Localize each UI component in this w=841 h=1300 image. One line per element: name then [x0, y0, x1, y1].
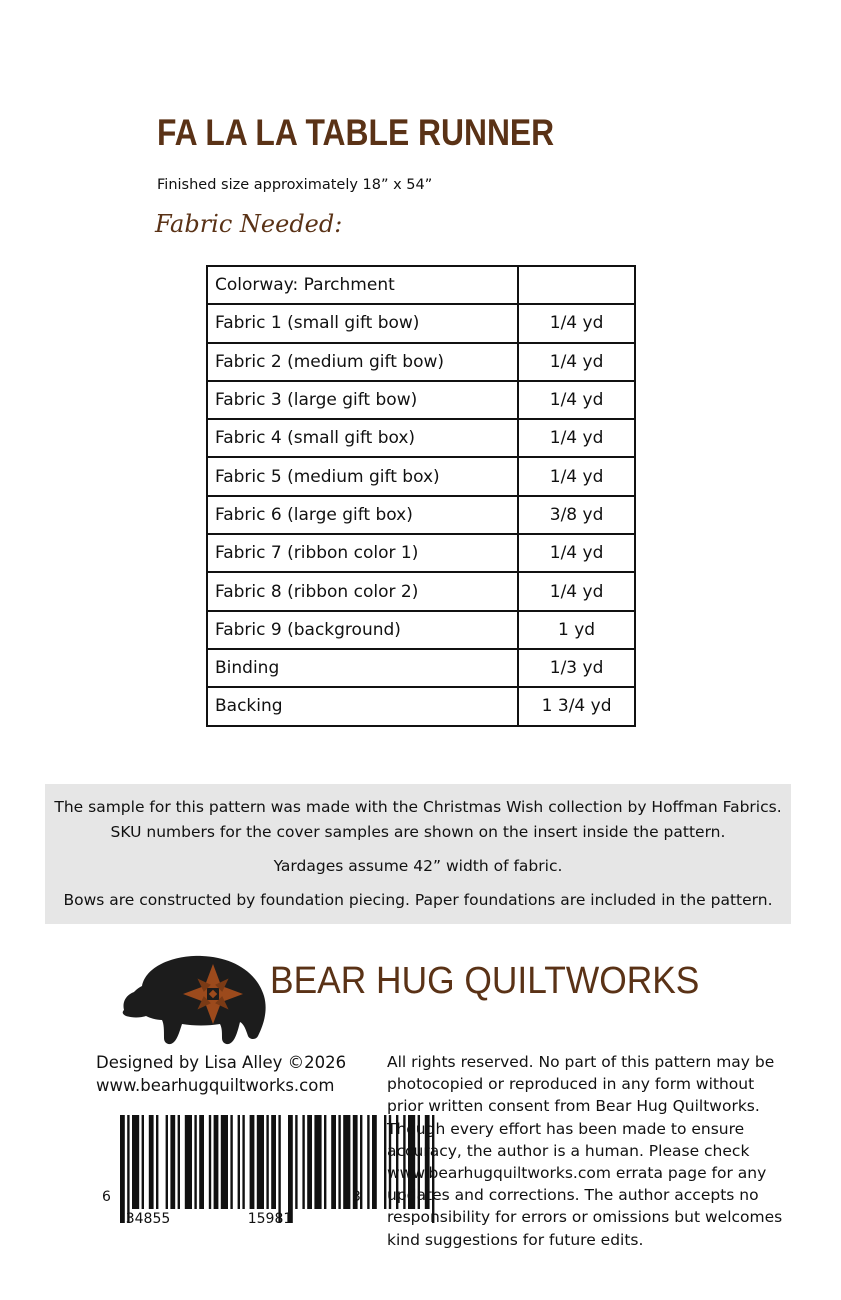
- rights-line: kind suggestions for future edits.: [387, 1230, 644, 1249]
- finished-size: Finished size approximately 18” x 54”: [157, 177, 433, 193]
- fabric-name: Fabric 3 (large gift bow): [207, 381, 518, 419]
- fabric-amount: 1/4 yd: [518, 304, 635, 342]
- rights-line: responsibility for errors or omissions but welcomes: [387, 1208, 783, 1227]
- fabric-amount: 1/4 yd: [518, 534, 635, 572]
- barcode-bar: [271, 1115, 276, 1209]
- note-line: Yardages assume 42” width of fabric.: [273, 857, 563, 875]
- fabric-amount: 1/4 yd: [518, 419, 635, 457]
- barcode-bar: [288, 1115, 293, 1223]
- barcode-bar: [199, 1115, 204, 1209]
- note-line: SKU numbers for the cover samples are shown on the insert inside the pattern.: [110, 823, 726, 841]
- barcode-bar: [295, 1115, 297, 1209]
- barcode-bar: [166, 1115, 168, 1209]
- brand-name: BEAR HUG QUILTWORKS: [270, 960, 700, 1002]
- barcode: [100, 1115, 360, 1227]
- note-line: Bows are constructed by foundation piecing. Paper foundations are included in the pattern.: [63, 891, 773, 909]
- rights-line: photocopied or reproduced in any form without: [387, 1075, 755, 1094]
- fabric-name: Fabric 6 (large gift box): [207, 496, 518, 534]
- barcode-bar: [149, 1115, 154, 1209]
- fabric-name: Fabric 1 (small gift bow): [207, 304, 518, 342]
- fabric-name: Fabric 2 (medium gift bow): [207, 343, 518, 381]
- barcode-bar: [156, 1115, 158, 1209]
- rights-line: updates and corrections. The author accepts no: [387, 1186, 759, 1205]
- barcode-digit-left: 6: [102, 1189, 111, 1205]
- page-title: FA LA LA TABLE RUNNER: [157, 112, 555, 153]
- fabric-name: Binding: [207, 649, 518, 687]
- table-row: [207, 343, 635, 381]
- barcode-bar: [230, 1115, 232, 1209]
- fabric-name: Colorway: Parchment: [207, 266, 518, 304]
- note-line: The sample for this pattern was made with the Christmas Wish collection by Hoffman Fabrics.: [54, 798, 782, 816]
- fabric-amount: 1/3 yd: [518, 649, 635, 687]
- barcode-bar: [170, 1115, 175, 1209]
- designer-name: Designed by Lisa Alley ©2026: [96, 1053, 347, 1072]
- fabric-name: Fabric 8 (ribbon color 2): [207, 572, 518, 610]
- barcode-digit-right: 3: [352, 1189, 361, 1205]
- fabric-name: Fabric 9 (background): [207, 611, 518, 649]
- fabric-amount: 1/4 yd: [518, 572, 635, 610]
- barcode-bar: [257, 1115, 264, 1209]
- rights-line: www.bearhugquiltworks.com errata page for any: [387, 1164, 767, 1183]
- barcode-bar: [338, 1115, 340, 1209]
- barcode-bar: [209, 1115, 211, 1209]
- fabric-needed-heading: Fabric Needed:: [155, 210, 343, 238]
- fabric-amount: 1/4 yd: [518, 381, 635, 419]
- bear-quilt-block-icon: [118, 950, 268, 1050]
- table-row: [207, 687, 635, 725]
- table-row: [207, 649, 635, 687]
- barcode-bar: [221, 1115, 228, 1209]
- barcode-bar: [127, 1115, 129, 1223]
- fabric-amount: [518, 266, 635, 304]
- barcode-bar: [372, 1115, 377, 1209]
- table-row: [207, 419, 635, 457]
- rights-statement: [387, 1051, 802, 1251]
- rights-line: Though every effort has been made to ensure: [387, 1119, 745, 1138]
- barcode-bar: [367, 1115, 369, 1209]
- barcode-group-left: 34855: [125, 1211, 171, 1227]
- barcode-bar: [242, 1115, 244, 1209]
- table-row: [207, 381, 635, 419]
- bear-silhouette: [123, 956, 266, 1044]
- fabric-amount: 1/4 yd: [518, 457, 635, 495]
- fabric-amount: 3/8 yd: [518, 496, 635, 534]
- table-row: [207, 611, 635, 649]
- table-row: [207, 534, 635, 572]
- barcode-bar: [250, 1115, 255, 1209]
- table-row: [207, 572, 635, 610]
- barcode-bar: [142, 1115, 144, 1209]
- barcode-bar: [278, 1115, 280, 1223]
- rights-line: accuracy, the author is a human. Please check: [387, 1141, 750, 1160]
- barcode-bar: [120, 1115, 125, 1223]
- table-row: [207, 304, 635, 342]
- barcode-group-right: 15981: [247, 1211, 293, 1227]
- notes-box: [45, 784, 791, 924]
- table-row: [207, 496, 635, 534]
- fabric-table: [206, 265, 636, 727]
- barcode-bar: [307, 1115, 312, 1209]
- rights-line: All rights reserved. No part of this pattern may be: [387, 1053, 775, 1071]
- barcode-bar: [214, 1115, 219, 1209]
- designer-website[interactable]: www.bearhugquiltworks.com: [96, 1076, 335, 1095]
- fabric-name: Fabric 5 (medium gift box): [207, 457, 518, 495]
- barcode-bar: [331, 1115, 336, 1209]
- barcode-bar: [302, 1115, 304, 1209]
- fabric-name: Fabric 7 (ribbon color 1): [207, 534, 518, 572]
- designer-credit: [96, 1051, 346, 1097]
- table-row: [207, 457, 635, 495]
- barcode-bar: [324, 1115, 326, 1209]
- barcode-bar: [185, 1115, 192, 1209]
- barcode-bar: [194, 1115, 196, 1209]
- fabric-amount: 1/4 yd: [518, 343, 635, 381]
- barcode-bar: [266, 1115, 268, 1209]
- barcode-bar: [178, 1115, 180, 1209]
- fabric-name: Fabric 4 (small gift box): [207, 419, 518, 457]
- table-row: [207, 266, 635, 304]
- barcode-bar: [343, 1115, 350, 1209]
- barcode-bar: [314, 1115, 321, 1209]
- fabric-name: Backing: [207, 687, 518, 725]
- fabric-amount: 1 yd: [518, 611, 635, 649]
- barcode-bar: [238, 1115, 240, 1209]
- rights-line: prior written consent from Bear Hug Quiltworks.: [387, 1097, 760, 1116]
- barcode-bar: [132, 1115, 139, 1209]
- fabric-amount: 1 3/4 yd: [518, 687, 635, 725]
